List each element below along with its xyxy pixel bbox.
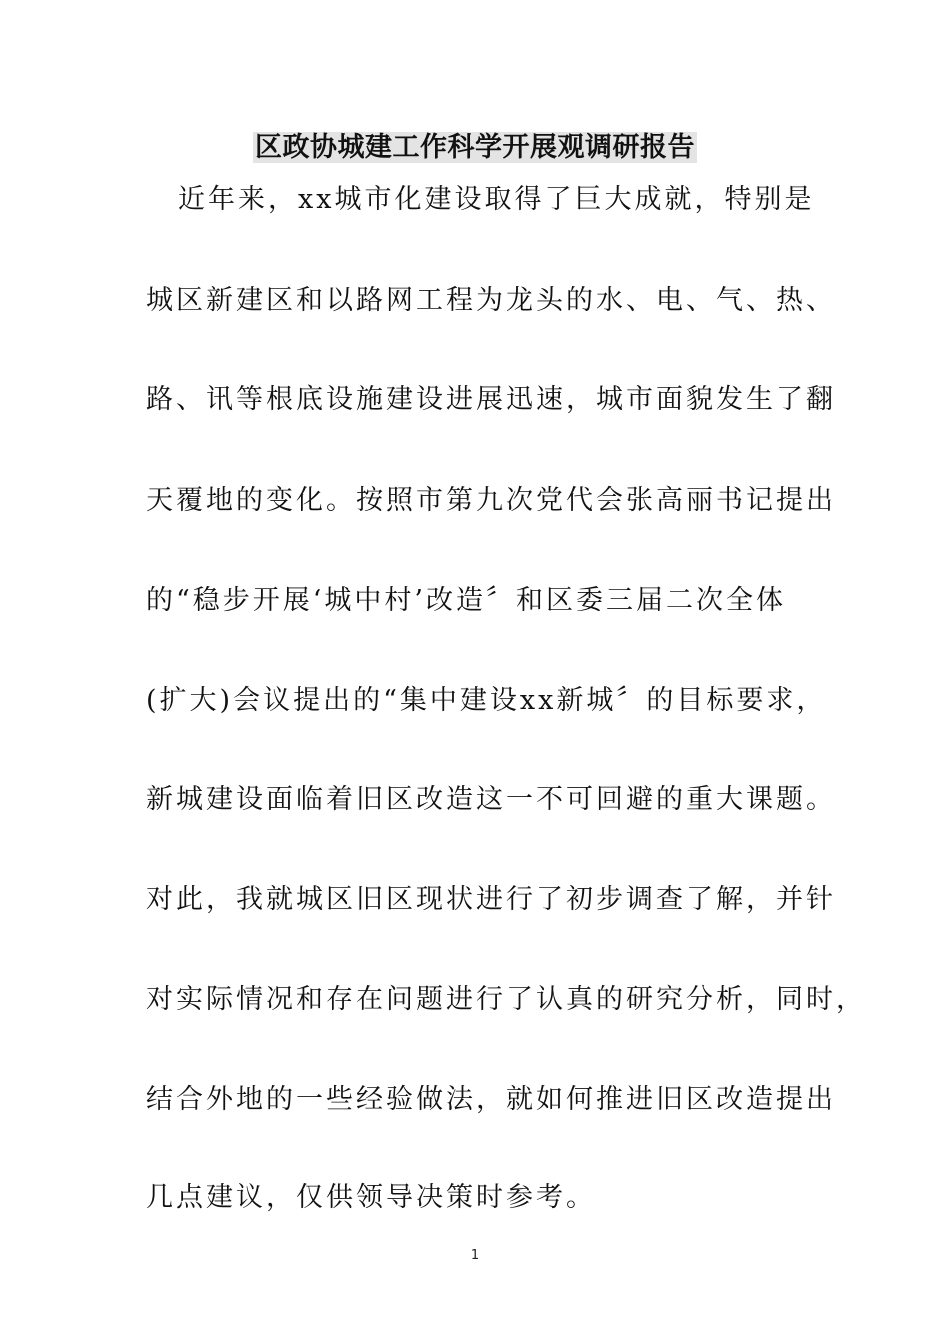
paragraph-line: 结合外地的一些经验做法，就如何推进旧区改造提出 (146, 1084, 836, 1115)
paragraph-line: 城区新建区和以路网工程为龙头的水、电、气、热、 (146, 285, 836, 316)
paragraph-line: 路、讯等根底设施建设进展迅速，城市面貌发生了翻 (146, 384, 836, 415)
paragraph-line: (扩大)会议提出的“集中建设xx新城〞的目标要求， (146, 685, 827, 716)
paragraph-line: 近年来，xx城市化建设取得了巨大成就，特别是 (178, 184, 815, 215)
paragraph-line: 的“稳步开展‘城中村’改造〞和区委三届二次全体 (146, 585, 786, 616)
paragraph-line: 几点建议，仅供领导决策时参考。 (146, 1182, 596, 1213)
paragraph-line: 天覆地的变化。按照市第九次党代会张高丽书记提出 (146, 485, 836, 516)
document-title-text: 区政协城建工作科学开展观调研报告 (255, 132, 695, 163)
paragraph-line: 对实际情况和存在问题进行了认真的研究分析，同时， (146, 984, 866, 1015)
document-title (0, 128, 950, 168)
paragraph-line: 新城建设面临着旧区改造这一不可回避的重大课题。 (146, 784, 836, 815)
paragraph-line: 对此，我就城区旧区现状进行了初步调查了解，并针 (146, 884, 836, 915)
page-number: 1 (470, 1248, 480, 1263)
